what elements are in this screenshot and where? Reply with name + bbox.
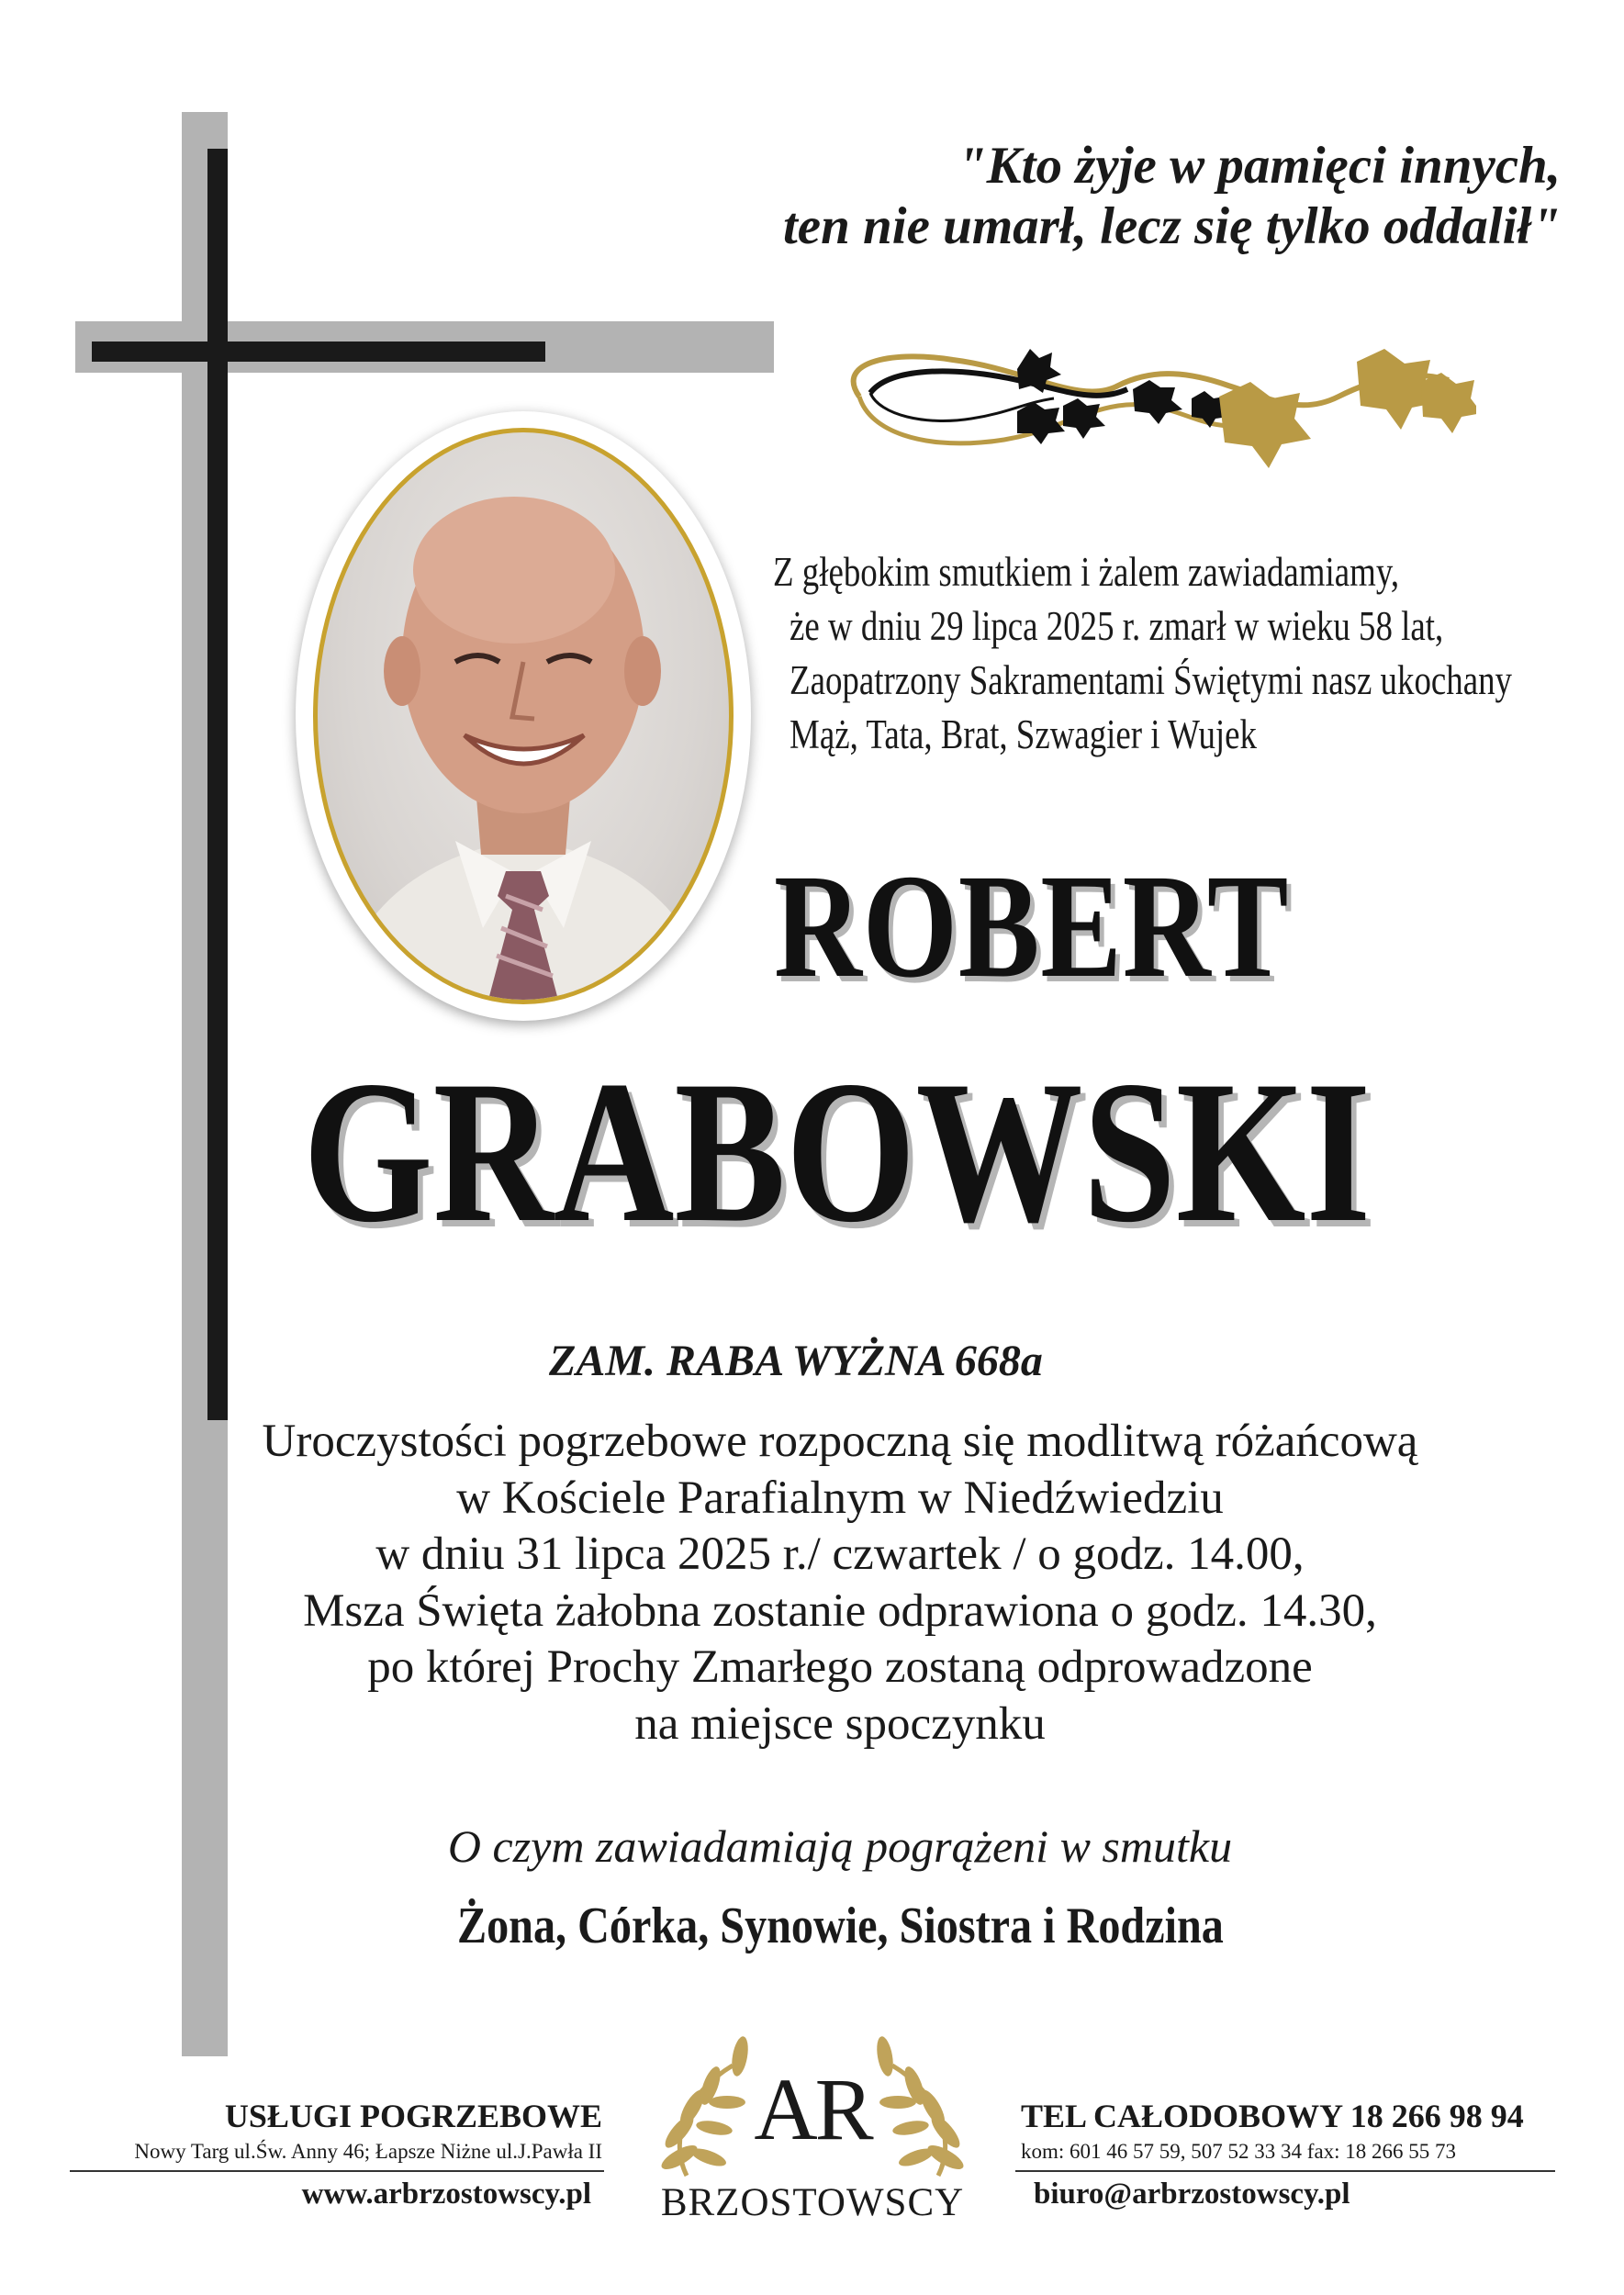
- family-signature: [239, 1896, 1441, 1956]
- footer-divider-left: [70, 2170, 604, 2172]
- announcement-text: [773, 545, 1513, 762]
- ceremony-line: Uroczystości pogrzebowe rozpoczną się modlitwą różańcową: [262, 1416, 1418, 1467]
- announcement-line: Z głębokim smutkiem i żalem zawiadamiamy,: [773, 549, 1400, 595]
- ceremony-line: po której Prochy Zmarłego zostaną odprowadzone: [367, 1641, 1313, 1693]
- footer-phone-numbers: kom: 601 46 57 59, 507 52 33 34 fax: 18 266 55 73: [1021, 2140, 1457, 2163]
- announcement-line: Mąż, Tata, Brat, Szwagier i Wujek: [790, 711, 1258, 757]
- ceremony-line: w Kościele Parafialnym w Niedźwiedziu: [456, 1472, 1224, 1524]
- ceremony-details: [239, 1414, 1441, 1752]
- leaf-ornament-icon: [843, 341, 1476, 481]
- quote-line-2: ten nie umarł, lecz się tylko oddalił": [782, 197, 1561, 255]
- deceased-last-name: GRABOWSKI: [303, 1039, 1372, 1265]
- cross-icon: [207, 149, 228, 1420]
- footer-phone-title: TEL CAŁODOBOWY 18 266 98 94: [1021, 2098, 1524, 2134]
- footer-company-title: USŁUGI POGRZEBOWE: [224, 2098, 602, 2134]
- footer-divider-right: [1015, 2170, 1555, 2172]
- announcement-line: że w dniu 29 lipca 2025 r. zmarł w wieku 58 lat,: [790, 603, 1444, 649]
- footer-address: Nowy Targ ul.Św. Anny 46; Łapsze Niżne ul.J.Pawła II: [134, 2140, 602, 2163]
- ceremony-line: na miejsce spoczynku: [634, 1697, 1046, 1750]
- closing-notice: O czym zawiadamiają pogrążeni w smutku: [447, 1820, 1233, 1872]
- logo-monogram: AR: [754, 2060, 871, 2158]
- portrait-photo: [313, 428, 734, 1004]
- memorial-quote: [588, 136, 1561, 257]
- footer-email-link[interactable]: biuro@arbrzostowscy.pl: [1034, 2177, 1350, 2211]
- footer-website-link[interactable]: www.arbrzostowscy.pl: [301, 2177, 591, 2211]
- cross-bar: [92, 341, 545, 362]
- ceremony-line: w dniu 31 lipca 2025 r./ czwartek / o godz. 14.00,: [375, 1528, 1305, 1580]
- logo-name: BRZOSTOWSCY: [660, 2181, 965, 2224]
- quote-line-1: "Kto żyje w pamięci innych,: [957, 137, 1561, 195]
- ceremony-line: Msza Święta żałobna zostanie odprawiona o godz. 14.30,: [303, 1584, 1377, 1637]
- deceased-address: ZAM. RABA WYŻNA 668a: [549, 1337, 1043, 1385]
- portrait-illustration: [318, 432, 729, 1000]
- announcement-line: Zaopatrzony Sakramentami Świętymi nasz ukochany: [790, 657, 1513, 703]
- family-names: Żona, Córka, Synowie, Siostra i Rodzina: [456, 1898, 1224, 1954]
- deceased-first-name: ROBERT: [774, 845, 1290, 1009]
